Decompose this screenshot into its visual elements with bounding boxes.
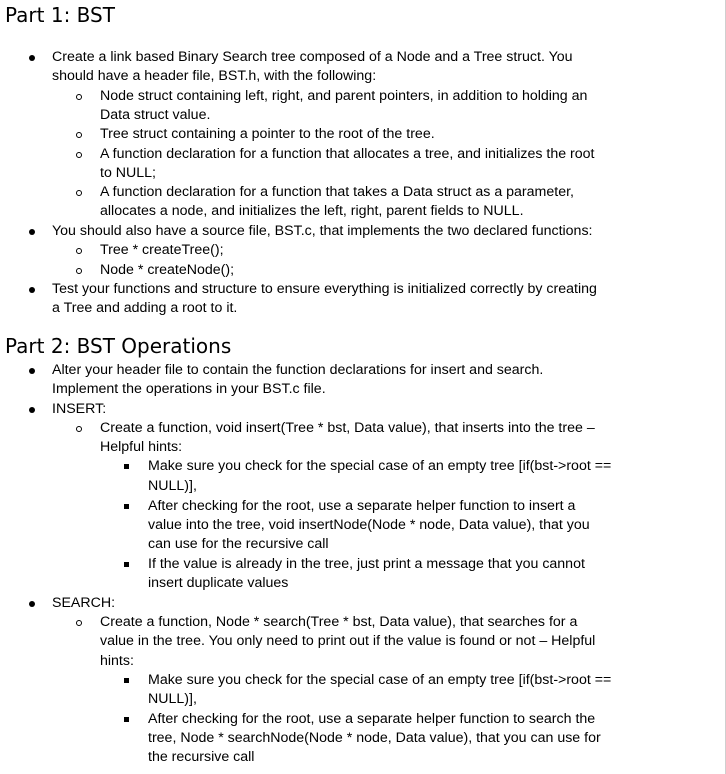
part2-heading: Part 2: BST Operations	[5, 334, 232, 358]
search-fn-line-1: Create a function, Node * search(Tree * bst, Data value), that searches for a	[100, 614, 578, 630]
insert-fn-line-1: Create a function, void insert(Tree * bst, Data value), that inserts into the tree –	[100, 420, 595, 436]
bullet-circle	[76, 190, 82, 196]
part1-intro-line-1: Create a link based Binary Search tree composed of a Node and a Tree struct. You	[52, 49, 573, 65]
bullet-circle	[76, 620, 82, 626]
bullet-square	[124, 562, 129, 567]
insert-label: INSERT:	[52, 401, 107, 417]
search-hint-2-line-2: tree, Node * searchNode(Node * node, Data value), that you can use for	[148, 730, 601, 746]
test-line-1: Test your functions and structure to ensure everything is initialized correctly by creating	[52, 281, 597, 297]
insert-hint-1-line-2: NULL)],	[148, 478, 197, 494]
bullet-circle	[76, 152, 82, 158]
insert-hint-2-line-2: value into the tree, void insertNode(Node * node, Data value), that you	[148, 517, 590, 533]
part1-heading: Part 1: BST	[5, 3, 115, 27]
insert-hint-2-line-3: can use for the recursive call	[148, 536, 329, 552]
alloc-tree-line-1: A function declaration for a function that allocates a tree, and initializes the root	[100, 146, 595, 162]
bullet-circle	[76, 94, 82, 100]
create-node-signature: Node * createNode();	[100, 262, 235, 278]
alloc-node-line-1: A function declaration for a function that takes a Data struct as a parameter,	[100, 184, 574, 200]
insert-hint-3-line-1: If the value is already in the tree, just print a message that you cannot	[148, 556, 585, 572]
bullet-disc	[29, 287, 35, 293]
create-tree-signature: Tree * createTree();	[100, 242, 224, 258]
alloc-tree-line-2: to NULL;	[100, 165, 156, 181]
bullet-circle	[76, 248, 82, 254]
search-label: SEARCH:	[52, 595, 116, 611]
bullet-disc	[29, 55, 35, 61]
node-struct-line-2: Data struct value.	[100, 107, 211, 123]
bullet-square	[124, 678, 129, 683]
insert-hint-1-line-1: Make sure you check for the special case of an empty tree [if(bst->root ==	[148, 458, 612, 474]
alter-header-line-1: Alter your header file to contain the function declarations for insert and search.	[52, 362, 544, 378]
search-hint-2-line-3: the recursive call	[148, 749, 255, 765]
test-line-2: a Tree and adding a root to it.	[52, 300, 238, 316]
part1-intro-line-2: should have a header file, BST.h, with the following:	[52, 68, 377, 84]
search-fn-line-2: value in the tree. You only need to print out if the value is found or not – Helpful	[100, 633, 596, 649]
insert-hint-2-line-1: After checking for the root, use a separate helper function to insert a	[148, 498, 576, 514]
search-hint-1-line-1: Make sure you check for the special case of an empty tree [if(bst->root ==	[148, 672, 612, 688]
tree-struct-line: Tree struct containing a pointer to the root of the tree.	[100, 126, 435, 142]
search-hint-2-line-1: After checking for the root, use a separate helper function to search the	[148, 711, 596, 727]
bullet-circle	[76, 268, 82, 274]
bullet-disc	[29, 229, 35, 235]
insert-fn-line-2: Helpful hints:	[100, 439, 183, 455]
search-fn-line-3: hints:	[100, 653, 134, 669]
bullet-square	[124, 717, 129, 722]
source-file-line: You should also have a source file, BST.c, that implements the two declared functions:	[52, 223, 593, 239]
alter-header-line-2: Implement the operations in your BST.c file.	[52, 381, 326, 397]
alloc-node-line-2: allocates a node, and initializes the left, right, parent fields to NULL.	[100, 203, 524, 219]
bullet-square	[124, 504, 129, 509]
node-struct-line-1: Node struct containing left, right, and parent pointers, in addition to holding an	[100, 88, 588, 104]
bullet-disc	[29, 601, 35, 607]
bullet-disc	[29, 407, 35, 413]
bullet-disc	[29, 368, 35, 374]
bullet-circle	[76, 426, 82, 432]
bullet-circle	[76, 132, 82, 138]
bullet-square	[124, 464, 129, 469]
insert-hint-3-line-2: insert duplicate values	[148, 575, 289, 591]
search-hint-1-line-2: NULL)],	[148, 691, 197, 707]
